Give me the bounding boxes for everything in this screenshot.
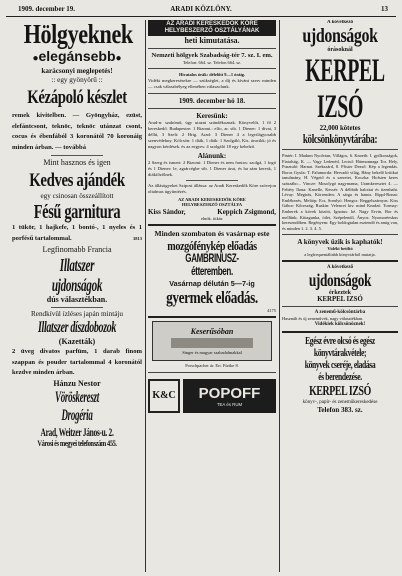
ad-headline: Illatszer díszdobozok <box>37 319 117 336</box>
banner-line: AZ ARADI KERESKEDŐK KÖRE <box>166 21 258 27</box>
column-divider <box>145 20 146 572</box>
ad-text: Minden szombaton és vasárnap este <box>154 229 270 239</box>
notice-address: Nemzeti hölgyek Szabadság-tér 7. sz. I. em. <box>151 52 273 59</box>
notice-banner <box>148 20 276 36</box>
divider <box>282 306 398 307</box>
ad-headline: és berendezése. <box>318 371 362 383</box>
notice-text: 2 Szerg és ismert: 2 Bizomi: 1 Diener és nem fontos: szolgá, 1 fogó és 1 Diener: le, agrárcégbe stb. 1 Diener árut, és ha sám keresk, 1 diákfőzőlnek. <box>148 159 276 177</box>
signature-secretary: Keppich Zsigmond, <box>217 207 276 216</box>
ad-headline: Fésű garnitura <box>33 201 121 223</box>
ad-shop-name: KERPEL IZSÓ <box>317 296 363 304</box>
ad-text: karácsonyi meglepetés! <box>41 67 113 75</box>
ad-text: Vasárnap délután 5—7-ig <box>169 279 255 289</box>
ad-text: (Kazetták) <box>58 337 96 346</box>
notice-signatures <box>148 208 276 216</box>
ad-illustration-graphic <box>171 338 254 348</box>
ad-headline: Illatszer ujdonságok <box>51 255 103 295</box>
divider <box>282 331 398 333</box>
ad-venue: GAMBRINUSZ-étteremben. <box>185 253 239 279</box>
ad-paragraph: 1 tükör, 1 hajkefe, 1 bontó-, 1 nyeles és 1 porfésű tartalommal. 3813 <box>12 224 142 242</box>
notice-date: 1909. december hó 18. <box>178 96 246 105</box>
column-divider <box>279 20 280 572</box>
notice-subtitle: heti kimutatása. <box>184 36 240 45</box>
notice-column <box>148 20 276 572</box>
divider <box>51 307 103 308</box>
ad-headline: mozgófénykép előadás <box>167 238 257 254</box>
divider <box>51 155 103 156</box>
popoff-subtitle: TEA és RUM <box>216 401 243 407</box>
banner-line: HELYBESZERZŐ OSZTÁLYÁNAK <box>164 28 260 34</box>
ad-headline: kölcsönkönyvtárába: <box>302 132 378 146</box>
ad-text: :: egy gyönyörű :: <box>51 76 103 84</box>
ad-shop-name: Vöröskereszt Drogéria <box>55 388 99 424</box>
header-date: 1909. december 19. <box>18 5 76 13</box>
ad-headline: Hölgyeknek <box>23 20 133 49</box>
header-paper-title: ARADI KÖZLÖNY. <box>170 5 232 13</box>
ad-illustration-title: Keserűsóban <box>190 327 234 337</box>
notice-phone: Telefon: 664. sz. Telefon 664. sz. <box>182 60 242 65</box>
divider <box>282 260 398 262</box>
ad-text: A könyvek üzik is kaphatók! <box>297 238 383 247</box>
ad-paragraph: 2 üveg divatos parfüm, 1 darab finom szappan és pouder tartalommal 4 koronától kezdve minden árban. <box>12 348 142 376</box>
section-heading: Alánunk: <box>197 151 227 160</box>
ad-text: órásoknál <box>327 47 353 53</box>
ad-text: Használt és új zeneművek, nagy választékban. <box>282 316 364 322</box>
divider <box>148 224 276 226</box>
ad-headline: Kedves ajándék <box>29 170 125 191</box>
divider <box>148 48 276 49</box>
popoff-ad <box>148 376 276 416</box>
popoff-banner <box>183 379 276 413</box>
ad-address: Arad, Weitzer János-u. 2. <box>40 424 114 439</box>
ad-paragraph: remek kivitelben. — Gyöngyház, ezüst, elefántcsont, teknöc, teknöc utánzat csont, cocus és ébenfából 3 koronától 70 koronáig minden árban. — továbbá <box>12 112 142 151</box>
book-list: Pintér: I. Madum Nyolvtan, Villágos, 6. Knoeth: I. gyilkosságok, Fiatalság, K. — Vagy Ledenéd, Leciul: Hármonnaga Tor. Hely, Pusztuló: Harnat. Szekszárd, 8. Pfister Dezső: Kép a legendás. Boros Gyula: T. Falumorda: Hervadó világ, Hány bekelő kritikai tanulmány, H. Végető és a szeretet, Koczka: Hofsten keres szászábo... Vincze: Mosolygó nagymama, Uramkeresztet 4. — Fehéry Ilona: Kanelle, Kessér: A délibáb halottai és tizenhaht. Lévay: Megirás, Körrenden: A sárga és hamis. Rippl-Ronai: Emlékezés, Meltöp: Ecs, Somlyó. Hengcs: Reggelszárnyas. Kiss Gábor: Kőország, Ruskin: Velencei ktv. mind Keadzö. Tormay: Emberek a kövek között, Ignotus: ké. Nagy Ervin, Bor és mellűnk; Kittagunka, ötlet, Szépelendő, Ányos: Nyomoréeskus keresendőben. Regényem: Egy boldogtalan esztendő és amig van, és minden 1. 2. 3. 4. 5. <box>282 153 398 231</box>
divider <box>282 234 398 235</box>
ad-text: Vidéki betiltó <box>327 246 353 252</box>
ad-headline: ujdonságok <box>308 270 372 291</box>
ad-illustration <box>152 321 272 361</box>
signature-president: Kiss Sándor, <box>148 207 186 216</box>
ad-text: dús választékban. <box>46 295 108 304</box>
header-page-number: 13 <box>381 5 388 13</box>
ad-phone: Telefon 383. sz. <box>317 405 363 414</box>
ad-text: Rendkívül ízléses japán mintáju <box>30 310 124 318</box>
ad-text: A következő <box>327 20 353 25</box>
ad-column-drugstore <box>12 20 142 572</box>
ad-text: Mint hasznos és igen <box>43 158 111 167</box>
divider <box>148 372 276 373</box>
ad-subheadline: ●elegánsebb● <box>32 48 122 64</box>
ad-phone: Városi és megyei telefonszám 455. <box>37 438 117 448</box>
ad-headline: gyermek előadás. <box>166 288 258 308</box>
ad-headline: Kézápoló készlet <box>27 87 127 108</box>
notice-text: Az állásügyeket Szipost állássa: az Aradi Kereskedők Köre szövejon oltalmas ügyiintézés. <box>148 182 276 194</box>
kc-logo: K&C <box>148 379 180 413</box>
page-header <box>6 4 396 16</box>
notice-signature-titles: elnök. titkár. <box>200 215 224 221</box>
popoff-brand: POPOFF <box>198 384 261 402</box>
ad-headline: könyvek cseréje, eladása <box>304 359 376 371</box>
notice-org: AZ ARADI KERESKEDŐK KÖRE <box>178 196 246 202</box>
ad-shop-name: KERPEL IZSÓ <box>305 53 385 125</box>
ad-headline: A zenemű-kölcsöntárba <box>314 310 366 316</box>
ad-text: Vidékiek kölcsönöznek! <box>314 321 366 327</box>
ad-headline: ujdonságok <box>302 25 378 47</box>
notice-hours: Hivatalos órák: délelőtt 9—1 óráig. <box>179 72 245 78</box>
divider <box>148 108 276 109</box>
notice-org: HELYBESZERZŐ OSZTÁLYA <box>181 202 243 208</box>
ad-text: Legfinomabb Francia <box>42 245 112 254</box>
ad-text: könyv-, papír- és zeneműkereskedése <box>302 399 378 405</box>
ad-text: 22,000 kötetes <box>319 125 361 132</box>
notice-text: Arad-n: szabómű, ügy utazni szándékoznak. Könyvelőt, 1 fő 2 kereskedő. Budapestre: 1 Bizomi.: elfo, ar. stb. 1 Diener: 1 divat, 3 déllú, 3 Szelt: 2 Hrig. Arad: 3 Diener 4 a legvilágyosabb szenvédekny. Kölcsön: 1 diák, 1 diák: 1 Szolgáló, Kis. árucikk; jó és nagyon kérdések. és az eegyes: 4 szolgáló 18 egy kebelző. <box>148 119 276 149</box>
ad-illustration-caption: Singer és magyar szabadalmakkal <box>182 350 242 356</box>
ad-number: 4175 <box>267 308 276 314</box>
ad-text: Porschpacher ár. Ert. Fürtke 8. <box>185 363 239 369</box>
ad-text: egy csinosan összeállított <box>40 192 114 200</box>
ad-headline: Egész évre olcsó és egész könyvtárakvétele; <box>305 335 375 359</box>
divider <box>148 68 276 69</box>
ad-text: A következő <box>327 265 353 271</box>
ad-shop-name: KERPEL IZSÓ <box>309 383 371 399</box>
section-heading: Keresünk: <box>196 111 228 120</box>
divider <box>282 149 398 150</box>
notice-text: Vidéki megkeresésekre — szükséglet, a díj és kívánt szerv minden — csak válaszbélyeg ellenében válaszolunk. <box>148 77 276 89</box>
divider <box>186 180 237 181</box>
divider <box>148 316 276 318</box>
ad-text: érkeztek <box>329 290 351 297</box>
divider <box>148 93 276 94</box>
ad-text: a legfrequentáltabb könyvtárból mutatja. <box>304 251 376 257</box>
ad-column-bookstore <box>282 20 398 572</box>
header-rule <box>6 16 396 17</box>
ad-advertiser: Hánzu Nestor <box>53 378 101 388</box>
